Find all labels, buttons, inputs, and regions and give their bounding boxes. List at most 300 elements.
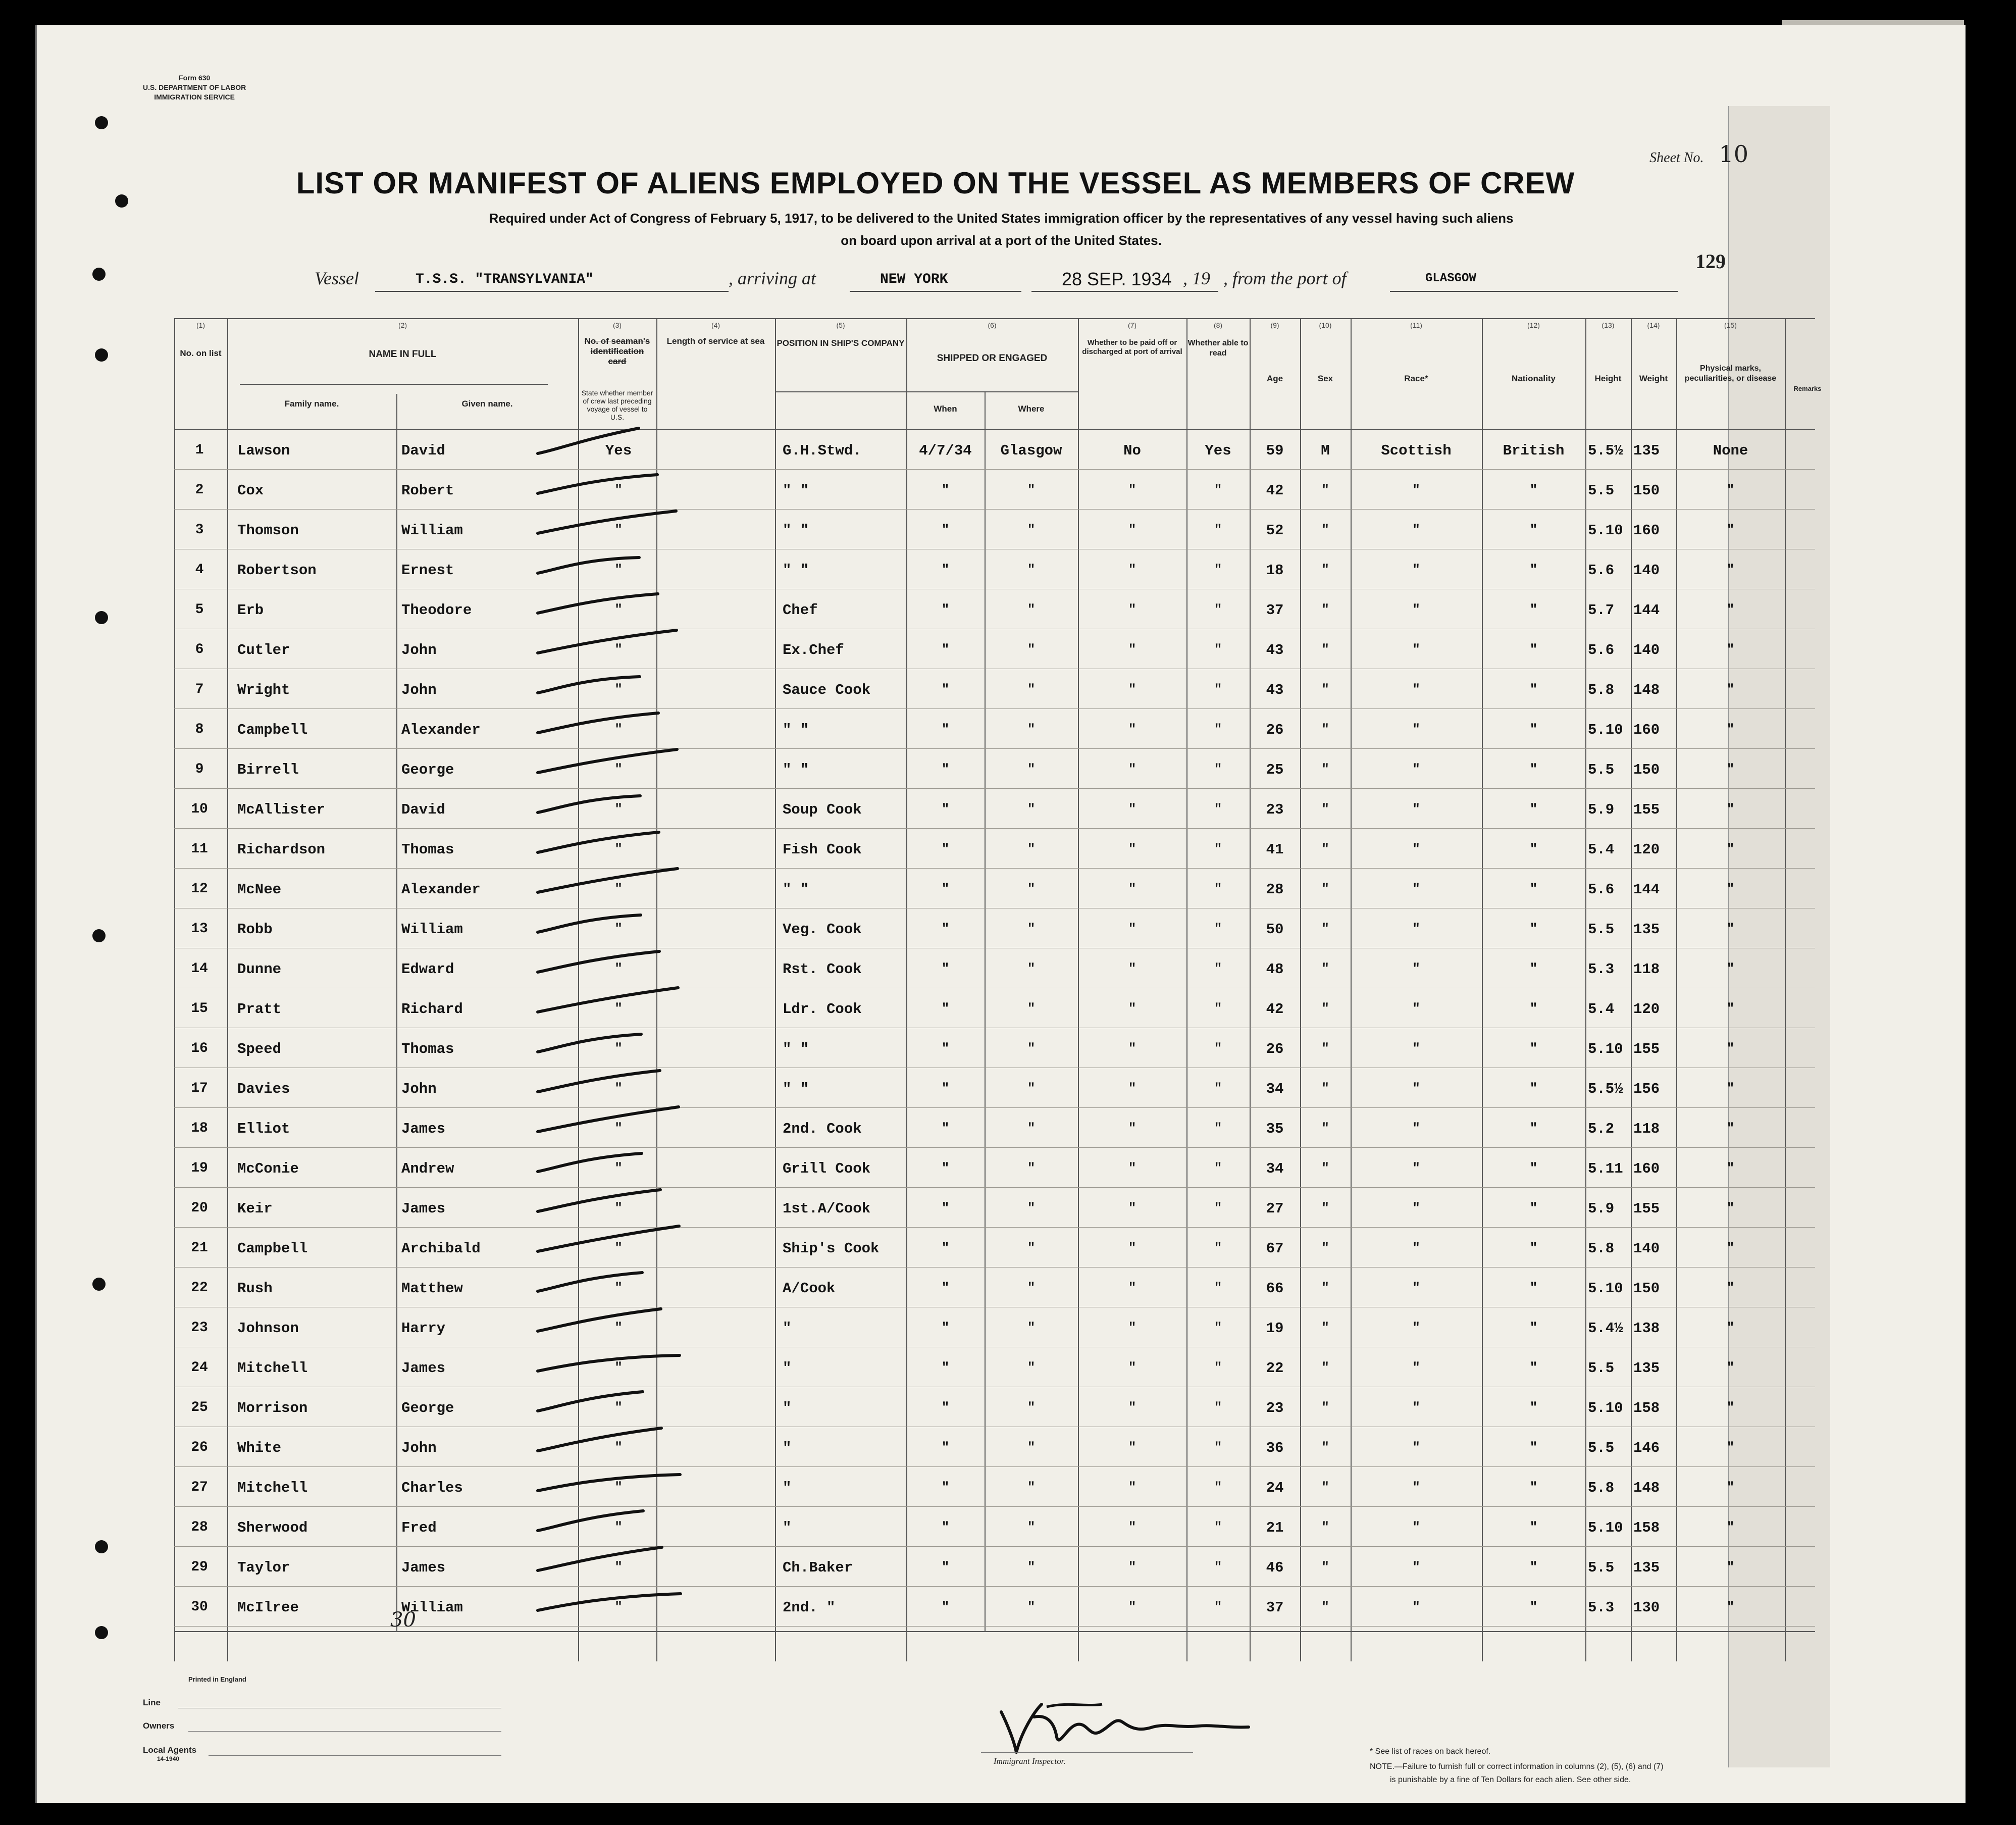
height: 5.10 — [1588, 1041, 1623, 1057]
col-num: (4) — [711, 321, 720, 329]
prior-voyage-ditto: " — [614, 522, 623, 537]
sheet-number — [1649, 140, 1748, 168]
nationality-ditto: " — [1529, 881, 1538, 896]
binder-hole — [95, 611, 108, 624]
agents-code: 14-1940 — [157, 1755, 180, 1762]
prior-voyage-ditto: " — [614, 1559, 623, 1575]
given-name: Charles — [401, 1480, 463, 1496]
prior-voyage-ditto: " — [614, 1041, 623, 1056]
check-stroke — [528, 1501, 709, 1542]
paid-off-ditto: " — [1128, 522, 1136, 537]
engaged-where-ditto: " — [1027, 642, 1036, 657]
physical-marks-ditto: " — [1726, 1001, 1735, 1016]
given-name: Thomas — [401, 1041, 454, 1057]
physical-marks-ditto: " — [1726, 1559, 1735, 1575]
able-to-read-ditto: " — [1214, 1519, 1222, 1535]
able-to-read-ditto: " — [1214, 921, 1222, 936]
physical-marks-ditto: " — [1726, 841, 1735, 856]
age: 22 — [1266, 1360, 1284, 1377]
given-name: Archibald — [401, 1240, 481, 1257]
manifest-page — [35, 25, 1966, 1803]
age: 18 — [1266, 562, 1284, 579]
engaged-where-ditto: " — [1027, 1240, 1036, 1255]
able-to-read-ditto: " — [1214, 801, 1222, 817]
physical-marks-ditto: " — [1726, 722, 1735, 737]
engaged-where-ditto: " — [1027, 1599, 1036, 1614]
paid-off-ditto: " — [1128, 722, 1136, 737]
paid-off-ditto: " — [1128, 841, 1136, 856]
paid-off: No — [1123, 442, 1141, 459]
paid-off-ditto: " — [1128, 1041, 1136, 1056]
form-header — [143, 73, 246, 102]
height: 5.5 — [1588, 482, 1615, 499]
age: 26 — [1266, 722, 1284, 738]
check-stroke — [528, 823, 709, 864]
prior-voyage-ditto: " — [614, 1519, 623, 1535]
paid-off-ditto: " — [1128, 602, 1136, 617]
given-name: Fred — [401, 1519, 437, 1536]
col-num: (10) — [1319, 321, 1332, 329]
paid-off-ditto: " — [1128, 1160, 1136, 1176]
prior-voyage-ditto: " — [614, 1440, 623, 1455]
check-stroke — [528, 1541, 709, 1582]
paid-off-ditto: " — [1128, 562, 1136, 577]
given-name: James — [401, 1559, 446, 1576]
age: 27 — [1266, 1200, 1284, 1217]
race-ditto: " — [1412, 1121, 1420, 1136]
engaged-when-ditto: " — [941, 1081, 950, 1096]
able-to-read-ditto: " — [1214, 1360, 1222, 1375]
engaged-when-ditto: " — [941, 522, 950, 537]
engaged-where-ditto: " — [1027, 1320, 1036, 1335]
given-name: Theodore — [401, 602, 472, 619]
physical-marks-ditto: " — [1726, 1160, 1735, 1176]
height: 5.7 — [1588, 602, 1615, 619]
check-stroke — [528, 1023, 709, 1063]
prior-voyage-ditto: " — [614, 961, 623, 976]
physical-marks-ditto: " — [1726, 1320, 1735, 1335]
able-to-read-ditto: " — [1214, 722, 1222, 737]
check-stroke — [528, 1182, 709, 1223]
check-stroke — [528, 424, 709, 465]
weight: 150 — [1633, 1280, 1660, 1297]
weight: 144 — [1633, 881, 1660, 898]
nationality-ditto: " — [1529, 1320, 1538, 1335]
age: 43 — [1266, 642, 1284, 658]
given-name: Matthew — [401, 1280, 463, 1297]
paid-off-ditto: " — [1128, 1519, 1136, 1535]
check-stroke — [528, 1302, 709, 1342]
height: 5.10 — [1588, 522, 1623, 539]
age: 66 — [1266, 1280, 1284, 1297]
engaged-when-ditto: " — [941, 1160, 950, 1176]
prior-voyage-ditto: " — [614, 1200, 623, 1215]
given-name: Edward — [401, 961, 454, 978]
position: Soup Cook — [783, 801, 862, 818]
row-number: 9 — [195, 762, 204, 777]
sex-ditto: " — [1321, 961, 1329, 976]
paid-off-ditto: " — [1128, 1280, 1136, 1295]
col-num: (2) — [398, 321, 407, 329]
position: " " — [783, 1081, 809, 1097]
engaged-when-ditto: " — [941, 722, 950, 737]
family-name: Cutler — [237, 642, 290, 658]
weight: 138 — [1633, 1320, 1660, 1337]
check-stroke — [528, 1222, 709, 1262]
engaged-where-ditto: " — [1027, 522, 1036, 537]
height: 5.3 — [1588, 1599, 1615, 1616]
physical-marks-ditto: " — [1726, 642, 1735, 657]
able-to-read-ditto: " — [1214, 1320, 1222, 1335]
row-number: 12 — [191, 881, 208, 897]
physical-marks-ditto: " — [1726, 1519, 1735, 1535]
race-ditto: " — [1412, 1240, 1420, 1255]
row-number: 21 — [191, 1240, 208, 1256]
weight: 158 — [1633, 1519, 1660, 1536]
binder-hole — [92, 929, 106, 942]
position: " " — [783, 562, 809, 579]
weight: 158 — [1633, 1400, 1660, 1416]
sex-ditto: " — [1321, 1041, 1329, 1056]
col-num: (5) — [836, 321, 845, 329]
sex-ditto: " — [1321, 1400, 1329, 1415]
check-stroke — [528, 743, 709, 784]
engaged-where-ditto: " — [1027, 921, 1036, 936]
weight: 140 — [1633, 1240, 1660, 1257]
height: 5.10 — [1588, 1400, 1623, 1416]
race-ditto: " — [1412, 562, 1420, 577]
age: 25 — [1266, 762, 1284, 778]
row-number: 24 — [191, 1360, 208, 1376]
race: Scottish — [1381, 442, 1452, 459]
nationality-ditto: " — [1529, 722, 1538, 737]
engaged-where-ditto: " — [1027, 801, 1036, 817]
height: 5.6 — [1588, 642, 1615, 658]
sex-ditto: " — [1321, 801, 1329, 817]
age: 35 — [1266, 1121, 1284, 1137]
position: A/Cook — [783, 1280, 836, 1297]
race-ditto: " — [1412, 961, 1420, 976]
engaged-when-ditto: " — [941, 1559, 950, 1575]
nationality-ditto: " — [1529, 682, 1538, 697]
engaged-when-ditto: " — [941, 1041, 950, 1056]
position: " " — [783, 762, 809, 778]
height: 5.8 — [1588, 682, 1615, 698]
nationality-ditto: " — [1529, 642, 1538, 657]
row-number: 25 — [191, 1400, 208, 1415]
family-name: Davies — [237, 1081, 290, 1097]
able-to-read-ditto: " — [1214, 1240, 1222, 1255]
able-to-read-ditto: " — [1214, 1559, 1222, 1575]
row-number: 22 — [191, 1280, 208, 1296]
physical-marks-ditto: " — [1726, 1440, 1735, 1455]
header-length-service: Length of service at sea — [666, 336, 765, 346]
check-stroke — [528, 1342, 709, 1382]
race-ditto: " — [1412, 762, 1420, 777]
paid-off-ditto: " — [1128, 1440, 1136, 1455]
family-name: Morrison — [237, 1400, 308, 1416]
paid-off-ditto: " — [1128, 1559, 1136, 1575]
race-ditto: " — [1412, 1360, 1420, 1375]
family-name: Mitchell — [237, 1360, 308, 1377]
given-name: Harry — [401, 1320, 446, 1337]
paid-off-ditto: " — [1128, 1320, 1136, 1335]
paid-off-ditto: " — [1128, 1240, 1136, 1255]
position: " " — [783, 1041, 809, 1057]
page-title: LIST OR MANIFEST OF ALIENS EMPLOYED ON THE VESSEL AS MEMBERS OF CREW — [296, 166, 1575, 200]
family-name: Johnson — [237, 1320, 299, 1337]
height: 5.8 — [1588, 1240, 1615, 1257]
check-stroke — [528, 1062, 709, 1103]
able-to-read-ditto: " — [1214, 1200, 1222, 1215]
race-ditto: " — [1412, 1001, 1420, 1016]
race-ditto: " — [1412, 1400, 1420, 1415]
height: 5.6 — [1588, 881, 1615, 898]
header-able-read: Whether able to read — [1187, 339, 1249, 358]
row-number: 2 — [195, 482, 204, 498]
physical-marks-ditto: " — [1726, 961, 1735, 976]
prior-voyage: Yes — [605, 442, 632, 459]
paid-off-ditto: " — [1128, 1400, 1136, 1415]
col-num: (1) — [196, 321, 205, 329]
age: 36 — [1266, 1440, 1284, 1456]
binder-hole — [95, 1540, 108, 1553]
engaged-where-ditto: " — [1027, 482, 1036, 497]
check-stroke — [528, 544, 709, 584]
penalty-note-1: NOTE.—Failure to furnish full or correct information in columns (2), (5), (6) and (7) — [1370, 1762, 1664, 1771]
prior-voyage-ditto: " — [614, 1480, 623, 1495]
weight: 120 — [1633, 841, 1660, 858]
col-num: (13) — [1601, 321, 1615, 329]
family-name: Robertson — [237, 562, 317, 579]
position: 1st.A/Cook — [783, 1200, 871, 1217]
age: 37 — [1266, 1599, 1284, 1616]
engaged-when-ditto: " — [941, 881, 950, 896]
given-name: John — [401, 642, 437, 658]
given-name: William — [401, 1599, 463, 1616]
age: 42 — [1266, 482, 1284, 499]
given-name: William — [401, 921, 463, 938]
position: Sauce Cook — [783, 682, 871, 698]
nationality-ditto: " — [1529, 1081, 1538, 1096]
weight: 135 — [1633, 1360, 1660, 1377]
binder-hole — [95, 1626, 108, 1639]
row-number: 26 — [191, 1440, 208, 1455]
position: G.H.Stwd. — [783, 442, 862, 459]
engaged-where-ditto: " — [1027, 1121, 1036, 1136]
engaged-when-ditto: " — [941, 1121, 950, 1136]
height: 5.2 — [1588, 1121, 1615, 1137]
engaged-when-ditto: " — [941, 921, 950, 936]
height: 5.4 — [1588, 841, 1615, 858]
prior-voyage-ditto: " — [614, 1001, 623, 1016]
able-to-read-ditto: " — [1214, 1041, 1222, 1056]
arrival-date: 28 SEP. 1934 — [1062, 269, 1172, 289]
given-name: Andrew — [401, 1160, 454, 1177]
handwritten-total: 30 — [390, 1608, 416, 1632]
position: " — [783, 1519, 792, 1536]
check-stroke — [528, 1382, 709, 1422]
sex: M — [1321, 442, 1330, 459]
height: 5.5 — [1588, 762, 1615, 778]
row-divider — [174, 828, 1815, 829]
family-name: Elliot — [237, 1121, 290, 1137]
paid-off-ditto: " — [1128, 1360, 1136, 1375]
col-num: (12) — [1527, 321, 1540, 329]
able-to-read-ditto: " — [1214, 1400, 1222, 1415]
paid-off-ditto: " — [1128, 1081, 1136, 1096]
physical-marks-ditto: " — [1726, 562, 1735, 577]
sex-ditto: " — [1321, 1001, 1329, 1016]
weight: 155 — [1633, 1200, 1660, 1217]
able-to-read-ditto: " — [1214, 1001, 1222, 1016]
engaged-when-ditto: " — [941, 841, 950, 856]
sex-ditto: " — [1321, 1121, 1329, 1136]
physical-marks-ditto: " — [1726, 682, 1735, 697]
race-ditto: " — [1412, 1320, 1420, 1335]
prior-voyage-ditto: " — [614, 881, 623, 896]
engaged-where-ditto: " — [1027, 1160, 1036, 1176]
nationality-ditto: " — [1529, 1001, 1538, 1016]
height: 5.10 — [1588, 722, 1623, 738]
given-name: Ernest — [401, 562, 454, 579]
family-name: McConie — [237, 1160, 299, 1177]
paid-off-ditto: " — [1128, 1599, 1136, 1614]
age: 48 — [1266, 961, 1284, 978]
check-stroke — [528, 783, 709, 824]
given-name: Alexander — [401, 881, 481, 898]
binder-hole — [95, 348, 108, 362]
family-name: Cox — [237, 482, 264, 499]
row-divider — [174, 1267, 1815, 1268]
prior-voyage-ditto: " — [614, 921, 623, 936]
height: 5.8 — [1588, 1480, 1615, 1496]
position: " — [783, 1320, 792, 1337]
prior-voyage-ditto: " — [614, 482, 623, 497]
sex-ditto: " — [1321, 682, 1329, 697]
prior-voyage-ditto: " — [614, 1081, 623, 1096]
age: 19 — [1266, 1320, 1284, 1337]
header-race: Race* — [1404, 374, 1428, 383]
height: 5.3 — [1588, 961, 1615, 978]
family-name: White — [237, 1440, 282, 1456]
arrival-port: NEW YORK — [880, 272, 948, 287]
paid-off-ditto: " — [1128, 1001, 1136, 1016]
row-divider — [174, 1107, 1815, 1108]
row-number: 3 — [195, 522, 204, 538]
nationality-ditto: " — [1529, 801, 1538, 817]
physical-marks-ditto: " — [1726, 482, 1735, 497]
position: Fish Cook — [783, 841, 862, 858]
able-to-read-ditto: " — [1214, 522, 1222, 537]
age: 26 — [1266, 1041, 1284, 1057]
engaged-when-ditto: " — [941, 961, 950, 976]
physical-marks-ditto: " — [1726, 1200, 1735, 1215]
row-number: 7 — [195, 682, 204, 697]
service: IMMIGRATION SERVICE — [154, 93, 235, 101]
sex-ditto: " — [1321, 642, 1329, 657]
position: " — [783, 1360, 792, 1377]
sex-ditto: " — [1321, 722, 1329, 737]
weight: 155 — [1633, 1041, 1660, 1057]
engaged-where-ditto: " — [1027, 1200, 1036, 1215]
row-number: 18 — [191, 1121, 208, 1136]
row-divider — [174, 1586, 1815, 1587]
sex-ditto: " — [1321, 762, 1329, 777]
given-name: William — [401, 522, 463, 539]
race-ditto: " — [1412, 682, 1420, 697]
row-divider — [174, 708, 1815, 709]
position: " — [783, 1400, 792, 1416]
vessel-label: Vessel — [315, 268, 359, 288]
paid-off-ditto: " — [1128, 642, 1136, 657]
height: 5.5 — [1588, 921, 1615, 938]
races-note: * See list of races on back hereof. — [1370, 1747, 1491, 1756]
form-number: Form 630 — [179, 74, 211, 82]
printed-note: Printed in England — [188, 1676, 246, 1683]
family-name: Campbell — [237, 1240, 308, 1257]
position: " — [783, 1480, 792, 1496]
row-number: 15 — [191, 1001, 208, 1017]
race-ditto: " — [1412, 1559, 1420, 1575]
able-to-read: Yes — [1205, 442, 1231, 459]
height: 5.5½ — [1588, 1081, 1623, 1097]
weight: 144 — [1633, 602, 1660, 619]
row-divider — [174, 1187, 1815, 1188]
position: Grill Cook — [783, 1160, 871, 1177]
height: 5.4½ — [1588, 1320, 1623, 1337]
prior-voyage-ditto: " — [614, 801, 623, 817]
sex-ditto: " — [1321, 1480, 1329, 1495]
given-name: John — [401, 1440, 437, 1456]
engaged-when-ditto: " — [941, 1280, 950, 1295]
position: Rst. Cook — [783, 961, 862, 978]
check-stroke — [528, 983, 709, 1023]
nationality-ditto: " — [1529, 1360, 1538, 1375]
prior-voyage-ditto: " — [614, 562, 623, 577]
engaged-when-ditto: " — [941, 1519, 950, 1535]
row-number: 1 — [195, 442, 204, 458]
nationality-ditto: " — [1529, 1400, 1538, 1415]
engaged-when-ditto: " — [941, 1240, 950, 1255]
col-num: (6) — [988, 321, 997, 329]
family-name: Keir — [237, 1200, 273, 1217]
family-name: Dunne — [237, 961, 282, 978]
prior-voyage-ditto: " — [614, 1121, 623, 1136]
engaged-when: 4/7/34 — [919, 442, 972, 459]
header-remarks: Remarks — [1793, 385, 1822, 392]
weight: 118 — [1633, 1121, 1660, 1137]
position: Ch.Baker — [783, 1559, 853, 1576]
check-stroke — [528, 863, 709, 903]
nationality: British — [1503, 442, 1565, 459]
able-to-read-ditto: " — [1214, 482, 1222, 497]
paid-off-ditto: " — [1128, 881, 1136, 896]
engaged-when-ditto: " — [941, 602, 950, 617]
row-number: 19 — [191, 1160, 208, 1176]
race-ditto: " — [1412, 801, 1420, 817]
department: U.S. DEPARTMENT OF LABOR — [143, 83, 246, 91]
weight: 148 — [1633, 682, 1660, 698]
age: 46 — [1266, 1559, 1284, 1576]
race-ditto: " — [1412, 722, 1420, 737]
header-nationality: Nationality — [1512, 374, 1556, 383]
prior-voyage-ditto: " — [614, 1160, 623, 1176]
row-number: 27 — [191, 1480, 208, 1495]
line-label: Line — [143, 1698, 161, 1707]
race-ditto: " — [1412, 921, 1420, 936]
family-name: McNee — [237, 881, 282, 898]
